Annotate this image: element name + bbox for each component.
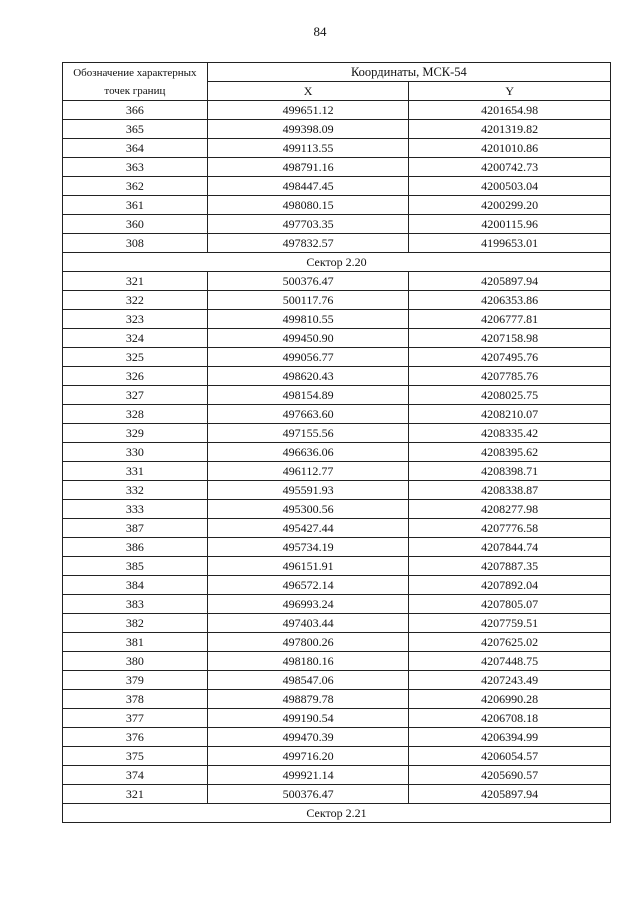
point-cell: 376 [63,728,208,747]
point-cell: 381 [63,633,208,652]
y-cell: 4207887.35 [409,557,611,576]
y-cell: 4206990.28 [409,690,611,709]
x-cell: 496151.91 [207,557,409,576]
point-cell: 366 [63,101,208,120]
point-cell: 323 [63,310,208,329]
y-cell: 4208210.07 [409,405,611,424]
x-cell: 497663.60 [207,405,409,424]
sector-label: Сектор 2.20 [63,253,611,272]
x-cell: 500117.76 [207,291,409,310]
x-header: X [207,82,409,101]
point-cell: 382 [63,614,208,633]
point-cell: 387 [63,519,208,538]
x-cell: 500376.47 [207,785,409,804]
coordinates-header: Координаты, МСК-54 [207,63,610,82]
table-row [63,272,611,291]
point-cell: 324 [63,329,208,348]
y-cell: 4205897.94 [409,785,611,804]
table-row [63,139,611,158]
point-cell: 377 [63,709,208,728]
y-cell: 4208338.87 [409,481,611,500]
table-row [63,785,611,804]
point-cell: 321 [63,785,208,804]
x-cell: 497800.26 [207,633,409,652]
point-cell: 331 [63,462,208,481]
point-cell: 375 [63,747,208,766]
x-cell: 496112.77 [207,462,409,481]
y-cell: 4206708.18 [409,709,611,728]
table-row [63,709,611,728]
table-row [63,101,611,120]
table-row [63,614,611,633]
point-cell: 328 [63,405,208,424]
table-row [63,329,611,348]
table-row [63,386,611,405]
y-cell: 4208335.42 [409,424,611,443]
x-cell: 498791.16 [207,158,409,177]
y-cell: 4207759.51 [409,614,611,633]
point-designation-header: Обозначение характерных точек границ [63,63,208,101]
point-cell: 385 [63,557,208,576]
x-cell: 498180.16 [207,652,409,671]
y-cell: 4207785.76 [409,367,611,386]
table-row [63,120,611,139]
y-cell: 4200503.04 [409,177,611,196]
table-row [63,462,611,481]
x-cell: 500376.47 [207,272,409,291]
y-cell: 4207892.04 [409,576,611,595]
table-row [63,519,611,538]
point-cell: 326 [63,367,208,386]
point-cell: 330 [63,443,208,462]
point-cell: 332 [63,481,208,500]
table-row [63,633,611,652]
y-cell: 4206394.99 [409,728,611,747]
table-row [63,481,611,500]
table-row [63,557,611,576]
y-cell: 4199653.01 [409,234,611,253]
point-cell: 365 [63,120,208,139]
x-cell: 498547.06 [207,671,409,690]
x-cell: 497403.44 [207,614,409,633]
x-cell: 499470.39 [207,728,409,747]
y-cell: 4205690.57 [409,766,611,785]
y-header: Y [409,82,611,101]
table-row [63,443,611,462]
y-cell: 4206353.86 [409,291,611,310]
x-cell: 499810.55 [207,310,409,329]
y-cell: 4207805.07 [409,595,611,614]
table-row [63,291,611,310]
table-row [63,595,611,614]
y-cell: 4201319.82 [409,120,611,139]
y-cell: 4207625.02 [409,633,611,652]
table-row [63,310,611,329]
y-cell: 4200299.20 [409,196,611,215]
x-cell: 498620.43 [207,367,409,386]
point-cell: 308 [63,234,208,253]
table-row [63,576,611,595]
x-cell: 499921.14 [207,766,409,785]
x-cell: 497832.57 [207,234,409,253]
x-cell: 495427.44 [207,519,409,538]
table-row [63,690,611,709]
table-row [63,424,611,443]
table-row [63,747,611,766]
x-cell: 496636.06 [207,443,409,462]
point-cell: 322 [63,291,208,310]
table-row [63,234,611,253]
x-cell: 498154.89 [207,386,409,405]
table-row [63,538,611,557]
y-cell: 4207844.74 [409,538,611,557]
y-cell: 4207448.75 [409,652,611,671]
y-cell: 4200115.96 [409,215,611,234]
page-number: 84 [313,24,327,39]
x-cell: 495591.93 [207,481,409,500]
table-row [63,348,611,367]
x-cell: 499190.54 [207,709,409,728]
x-cell: 499716.20 [207,747,409,766]
y-cell: 4206054.57 [409,747,611,766]
y-cell: 4207495.76 [409,348,611,367]
point-cell: 329 [63,424,208,443]
x-cell: 495300.56 [207,500,409,519]
y-cell: 4207158.98 [409,329,611,348]
y-cell: 4201654.98 [409,101,611,120]
table-row [63,196,611,215]
x-cell: 498447.45 [207,177,409,196]
y-cell: 4200742.73 [409,158,611,177]
y-cell: 4201010.86 [409,139,611,158]
x-cell: 499056.77 [207,348,409,367]
x-cell: 499450.90 [207,329,409,348]
point-cell: 374 [63,766,208,785]
table-row [63,671,611,690]
y-cell: 4208395.62 [409,443,611,462]
table-row [63,215,611,234]
table-row [63,367,611,386]
table-row [63,652,611,671]
x-cell: 496993.24 [207,595,409,614]
point-cell: 325 [63,348,208,367]
table-row [63,500,611,519]
point-cell: 364 [63,139,208,158]
y-cell: 4206777.81 [409,310,611,329]
point-cell: 333 [63,500,208,519]
y-cell: 4208277.98 [409,500,611,519]
sector-row [63,804,611,823]
table-row [63,766,611,785]
sector-row [63,253,611,272]
table-body [63,101,611,823]
table-row [63,158,611,177]
x-cell: 497155.56 [207,424,409,443]
sector-label: Сектор 2.21 [63,804,611,823]
point-cell: 378 [63,690,208,709]
y-cell: 4207776.58 [409,519,611,538]
y-cell: 4207243.49 [409,671,611,690]
x-cell: 499113.55 [207,139,409,158]
point-cell: 384 [63,576,208,595]
x-cell: 499398.09 [207,120,409,139]
x-cell: 495734.19 [207,538,409,557]
x-cell: 498879.78 [207,690,409,709]
x-cell: 496572.14 [207,576,409,595]
coordinates-table [62,62,611,823]
y-cell: 4205897.94 [409,272,611,291]
point-cell: 386 [63,538,208,557]
point-cell: 363 [63,158,208,177]
x-cell: 497703.35 [207,215,409,234]
x-cell: 499651.12 [207,101,409,120]
point-cell: 379 [63,671,208,690]
x-cell: 498080.15 [207,196,409,215]
point-cell: 360 [63,215,208,234]
point-cell: 383 [63,595,208,614]
point-cell: 327 [63,386,208,405]
point-cell: 361 [63,196,208,215]
y-cell: 4208398.71 [409,462,611,481]
point-cell: 362 [63,177,208,196]
table-row [63,405,611,424]
point-cell: 380 [63,652,208,671]
table-row [63,177,611,196]
y-cell: 4208025.75 [409,386,611,405]
table-row [63,728,611,747]
point-cell: 321 [63,272,208,291]
